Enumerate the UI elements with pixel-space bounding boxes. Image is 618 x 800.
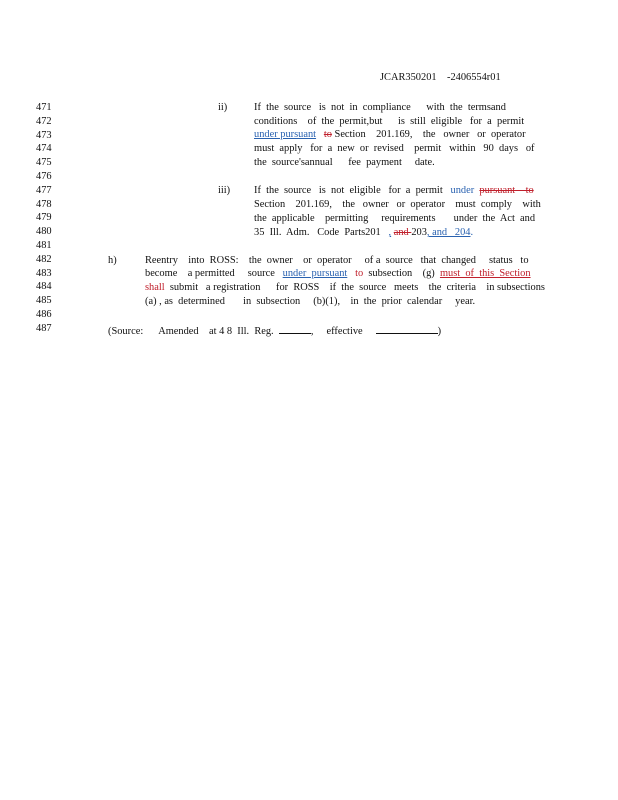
- line-number: 486: [36, 309, 52, 320]
- line-number: 483: [36, 267, 52, 279]
- item-iii-line-2: Section 201.169, the owner or operator must comply with: [254, 199, 541, 210]
- text: 35 Ill. Adm. Code Parts201: [254, 227, 389, 238]
- line-number: 478: [36, 198, 52, 210]
- doc-id: JCAR350201: [380, 72, 437, 83]
- source-close: ): [437, 326, 442, 337]
- line-number: 472: [36, 115, 52, 127]
- inserted-text: under: [450, 185, 475, 196]
- text: submit a registration for ROSS if the source meets the criteria in subsections: [164, 282, 545, 293]
- text: If the source is not eligible for a permit: [254, 185, 451, 196]
- item-ii-line-5: the source'sannual fee payment date.: [254, 157, 435, 168]
- line-number: 485: [36, 295, 52, 307]
- section-h-line-1: Reentry into ROSS: the owner or operator of a source that changed status to: [145, 255, 529, 266]
- line-number: 482: [36, 253, 52, 265]
- revised-text: shall: [145, 282, 165, 293]
- section-h-line-4: (a) , as determined in subsection (b)(1), in the prior calendar year.: [145, 296, 476, 307]
- item-ii-line-1: If the source is not in compliance with the termsand: [254, 102, 506, 113]
- source-note: [108, 324, 441, 337]
- item-ii-line-4: must apply for a new or revised permit within 90 days of: [254, 143, 535, 154]
- text: Section 201.169, the owner or operator: [331, 129, 526, 140]
- reg-blank: [279, 324, 311, 334]
- item-ii-line-3: [254, 129, 526, 140]
- document-header: [380, 72, 501, 83]
- line-number: 473: [36, 129, 52, 141]
- line-number: 481: [36, 240, 52, 251]
- source-open: (Source:: [108, 326, 144, 337]
- section-h-line-2: [145, 268, 531, 279]
- item-iii-marker: iii): [218, 185, 231, 196]
- text: become a permitted source: [145, 268, 283, 279]
- deleted-text: and: [393, 227, 412, 238]
- inserted-text: , and 204: [426, 227, 471, 238]
- section-h-line-3: [145, 282, 545, 293]
- deleted-text: to: [355, 268, 364, 279]
- inserted-text: ,: [388, 227, 392, 238]
- line-number: 476: [36, 171, 52, 182]
- doc-version: -2406554r01: [446, 72, 501, 83]
- inserted-text: .: [470, 227, 474, 238]
- deleted-text: pursuant to: [479, 185, 534, 196]
- item-iii-line-3: the applicable permitting requirements under the Act and: [254, 213, 536, 224]
- revised-text: must of this Section: [439, 268, 531, 279]
- text: subsection (g): [363, 268, 440, 279]
- item-ii-line-2: conditions of the permit,but is still eligible for a permit: [254, 116, 525, 127]
- source-effective: effective: [326, 326, 363, 337]
- line-number: 487: [36, 322, 52, 334]
- line-number: 471: [36, 102, 52, 113]
- line-number: 479: [36, 212, 52, 224]
- effective-date-blank: [376, 324, 438, 334]
- line-number: 477: [36, 184, 52, 196]
- section-h-marker: h): [108, 255, 117, 266]
- deleted-text: to: [323, 129, 332, 140]
- item-iii-line-4: [254, 227, 473, 238]
- line-number: 484: [36, 281, 52, 293]
- inserted-text: under pursuant: [282, 268, 348, 279]
- line-number: 474: [36, 143, 52, 155]
- source-comma: ,: [310, 326, 314, 337]
- text: 203: [411, 227, 427, 238]
- inserted-text: under pursuant: [254, 129, 317, 140]
- item-ii-marker: ii): [218, 102, 228, 113]
- line-number: 475: [36, 157, 52, 169]
- line-number: 480: [36, 226, 52, 238]
- source-reg: at 4 8 Ill. Reg.: [209, 326, 274, 337]
- item-iii-line-1: [254, 185, 534, 196]
- source-amended: Amended: [158, 326, 199, 337]
